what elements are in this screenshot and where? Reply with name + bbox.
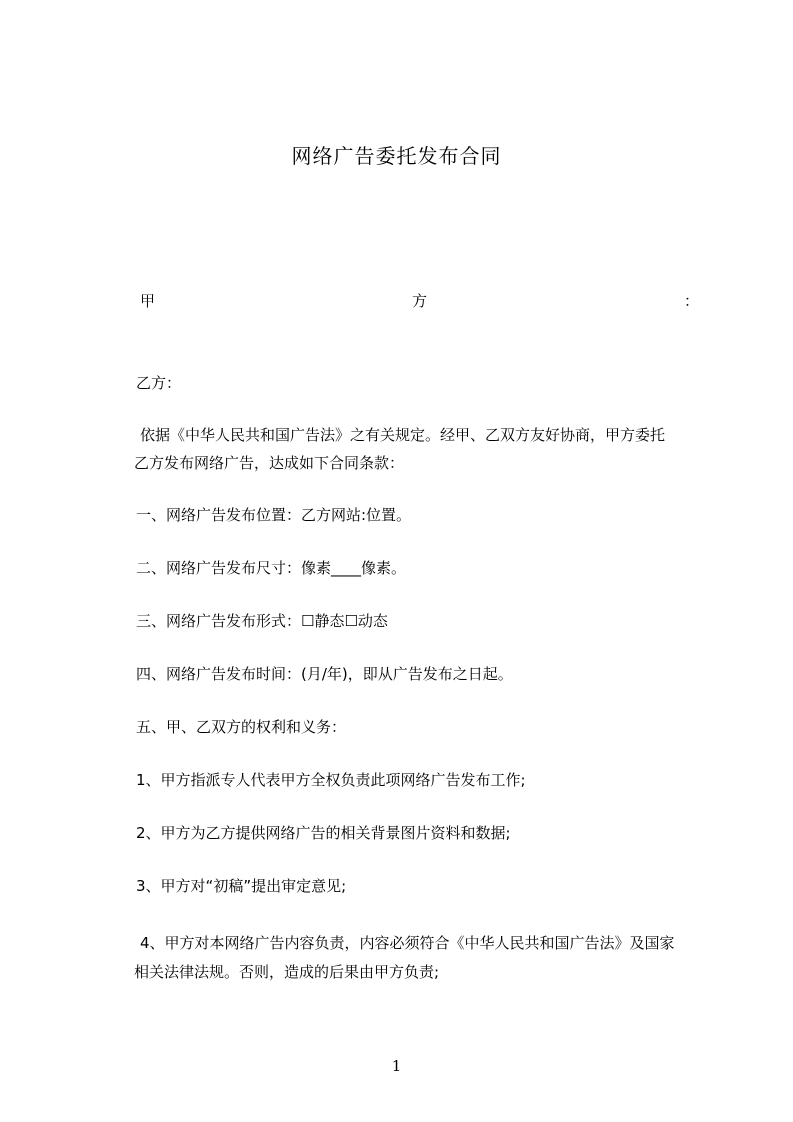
item-1: 1、甲方指派专人代表甲方全权负责此项网络广告发布工作;: [136, 771, 526, 789]
clause-2: 二、网络广告发布尺寸：像素____像素。: [136, 559, 407, 577]
document-title: 网络广告委托发布合同: [291, 144, 502, 168]
clause-1: 一、网络广告发布位置：乙方网站:位置。: [136, 506, 412, 524]
item-4-line-2: 相关法律法规。否则，造成的后果由甲方负责;: [134, 963, 440, 981]
clause-3: 三、网络广告发布形式：☐静态☐动态: [136, 612, 388, 630]
clause-4: 四、网络广告发布时间：(月/年)，即从广告发布之日起。: [136, 665, 513, 683]
item-4-line-1: 4、甲方对本网络广告内容负责，内容必须符合《中华人民共和国广告法》及国家: [140, 934, 675, 952]
party-a-line: [136, 290, 700, 312]
intro-paragraph-line-1: 依据《中华人民共和国广告法》之有关规定。经甲、乙双方友好协商，甲方委托: [140, 426, 666, 444]
party-a-colon: ：: [684, 292, 700, 310]
item-3: 3、甲方对“初稿”提出审定意见;: [136, 877, 347, 895]
party-a-char-2: 方: [412, 292, 428, 310]
page-number: 1: [391, 1057, 402, 1075]
clause-5: 五、甲、乙双方的权利和义务：: [136, 718, 347, 736]
party-b-line: 乙方：: [136, 374, 182, 392]
party-a-char-1: 甲: [140, 292, 156, 310]
intro-paragraph-line-2: 乙方发布网络广告，达成如下合同条款：: [134, 454, 405, 472]
item-2: 2、甲方为乙方提供网络广告的相关背景图片资料和数据;: [136, 824, 511, 842]
